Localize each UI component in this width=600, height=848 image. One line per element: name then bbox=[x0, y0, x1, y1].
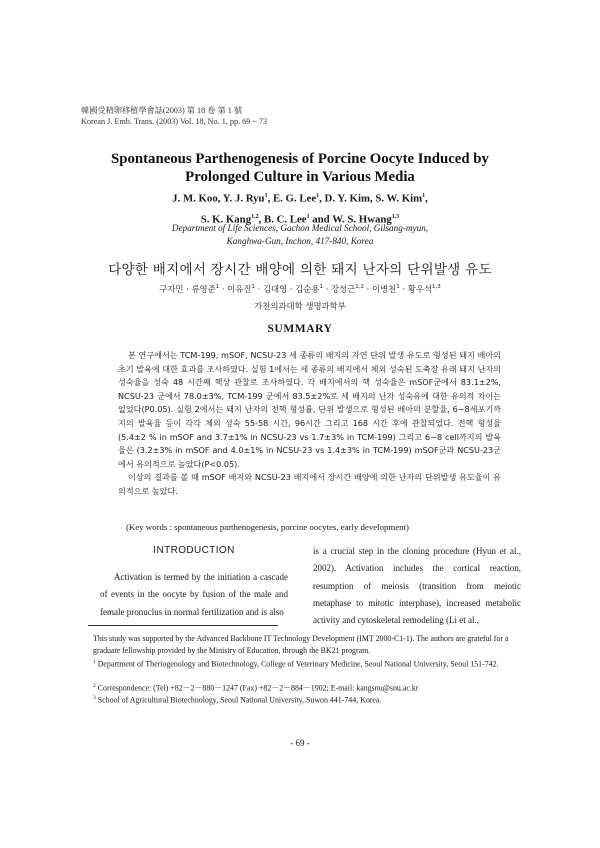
author-affil-mark: 1,3 bbox=[391, 213, 400, 220]
footnote-mark: 1 bbox=[93, 659, 96, 665]
paper-title-line-2: Prolonged Culture in Various Media bbox=[185, 169, 415, 185]
author-affiliation bbox=[60, 222, 540, 248]
author-line-1 bbox=[60, 187, 540, 208]
author-name: Y. J. Ryu bbox=[222, 192, 265, 205]
author-separator: , bbox=[425, 192, 428, 205]
author-affil-mark: 1,3 bbox=[432, 284, 441, 291]
paper-title bbox=[60, 150, 540, 186]
korean-author-name: · 강성근 bbox=[323, 284, 356, 294]
author-affil-mark: 1,2 bbox=[355, 284, 365, 291]
paper-title-line-1: Spontaneous Parthenogenesis of Porcine Oocyte Induced by bbox=[111, 151, 489, 167]
page-number: - 69 - bbox=[290, 738, 310, 748]
footnote-text: School of Agricultural Biotechnology, Seoul National University, Suwon 441-744, Korea. bbox=[97, 695, 382, 705]
introduction-column-2: is a crucial step in the cloning procedure (Hyun et al., 2002). Activation includes the cortical reaction, resumption of meiosis (transition from meiotic metaphase to mitotic interphase), increased metabolic activity and cytoskeletal remodeling (Li et al., bbox=[313, 546, 521, 626]
introduction-column-1: Activation is termed by the initiation a cascade of events in the oocyte by fusion of the male and female pronuclus in normal fertilization and is also bbox=[100, 572, 288, 617]
korean-author-name: · 이유진 bbox=[219, 284, 252, 294]
footnote-1 bbox=[93, 657, 533, 670]
author-affil-mark: 1 bbox=[316, 193, 320, 199]
author-name: , E. G. Lee bbox=[267, 192, 317, 205]
journal-line-english: Korean J. Emb. Trans. (2003) Vol. 18, No. 1, pp. 69 ~ 73 bbox=[81, 117, 268, 126]
keywords: (Key words : spontaneous parthenogenesis, porcine oocytes, early development) bbox=[126, 522, 409, 532]
author-affil-mark: 1 bbox=[264, 193, 268, 199]
korean-author-name: · 이병천 bbox=[364, 284, 397, 294]
footnote-divider bbox=[88, 625, 278, 626]
funding-footnote: This study was supported by the Advanced Backbone IT Technology Development (IMT 2000-C1-1). The authors are grateful for a graduate fellowship provided by the Ministry of Education, through the BK21 program. bbox=[93, 634, 509, 655]
author-affil-mark: 1 bbox=[306, 213, 310, 220]
korean-title: 다양한 배지에서 장시간 배양에 의한 돼지 난자의 단위발생 유도 bbox=[108, 262, 492, 278]
footnote-mark: 3 bbox=[93, 695, 96, 701]
author-name: J. M. Koo, bbox=[172, 192, 223, 205]
footnote-3 bbox=[93, 693, 533, 706]
author-affil-mark: 1 bbox=[319, 284, 323, 291]
introduction-heading: INTRODUCTION bbox=[153, 545, 235, 556]
author-affil-mark: 1 bbox=[251, 284, 255, 291]
footnote-text: Correspondence: (Tel) +82－2－880－1247 (Fax) +82－2－884－1902; E-mail: kangsnu@snu.ac.kr bbox=[97, 683, 419, 693]
author-affil-mark: 1,2 bbox=[251, 213, 259, 220]
author-affil-mark: 1 bbox=[396, 284, 400, 291]
journal-header bbox=[81, 105, 267, 127]
author-affil-mark: 1 bbox=[215, 284, 220, 291]
korean-author-name: · 황우석 bbox=[399, 284, 433, 294]
korean-author-name: · 김대영 · 김순용 bbox=[254, 284, 320, 294]
footnote-text: Department of Theriogenology and Biotechnology, College of Veterinary Medicine, Seoul National University, Seoul 151-742. bbox=[97, 659, 499, 669]
summary-paragraph-1: 본 연구에서는 TCM-199, mSOF, NCSU-23 세 종류의 배지의 자연 단위 발생 유도로 형성된 돼지 배아의 초기 발육에 대한 효과를 조사하였다. 실험 1에서는 세 종류의 배지에서 체외 성숙된 도축장 유래 돼지 난자의 성숙율을 성숙 48 시간째 핵상 관찰로 조사하였다. 각 배지에서의 핵 성숙율은 mSOF군에서 83.1±2%, NCSU-23 군에서 78.0±3%, TCM-199 군에서 83.5±2%로 세 배지의 난자 성숙유에 대한 유의적 차이는 없었다(P0.05). 실험 2에서는 돼지 난자의 전핵 형성률, 단위 발생으로 형성된 배아의 분할율, 6∼8세포기까지의 발육율 등이 각각 체외 성숙 55-58 시간, 96시간 그리고 168 시간 후에 관찰되었다. 전핵 형성율 (5.4±2 % in mSOF and 3.7±1% in NCSU-23 vs 1.7±3% in TCM-199) 그리고 6∼8 cell까지의 발육율은 (3.2±3% in mSOF and 4.0±1% in NCSU-23 vs 1.4±3% in TCM-199) mSOF군과 NCSU-23군에서 유의적으로 높았다(P<0.05). bbox=[118, 350, 501, 469]
affiliation-line-1: Department of Life Sciences, Gachon Medical School, Gilsang-myun, bbox=[171, 223, 429, 233]
footnote-mark: 2 bbox=[93, 683, 96, 689]
author-name: and W. S. Hwang bbox=[309, 213, 392, 226]
author-name: , B. C. Lee bbox=[258, 213, 307, 226]
journal-line-korean: 韓國受精卵移植學會誌(2003) 第 18 卷 第 1 號 bbox=[81, 106, 243, 115]
author-name: , D. Y. Kim, S. W. Kim bbox=[319, 192, 423, 205]
korean-affiliation: 가천의과대학 생명과학부 bbox=[254, 301, 346, 311]
summary-heading: SUMMARY bbox=[267, 323, 333, 335]
affiliation-line-2: Kanghwa-Gun, Inchon, 417-840, Korea bbox=[226, 236, 374, 246]
author-affil-mark: 1 bbox=[422, 193, 426, 199]
korean-author-list bbox=[60, 283, 540, 295]
summary-paragraph-2: 이상의 결과를 볼 때 mSOF 배지와 NCSU-23 배지에서 장시간 배양에 의한 난자의 단위발생 유도율이 유의적으로 높았다. bbox=[118, 472, 501, 496]
summary-body bbox=[118, 349, 501, 499]
author-name: S. K. Kang bbox=[200, 213, 252, 226]
korean-author-name: 구자민 · 류영준 bbox=[159, 284, 216, 294]
